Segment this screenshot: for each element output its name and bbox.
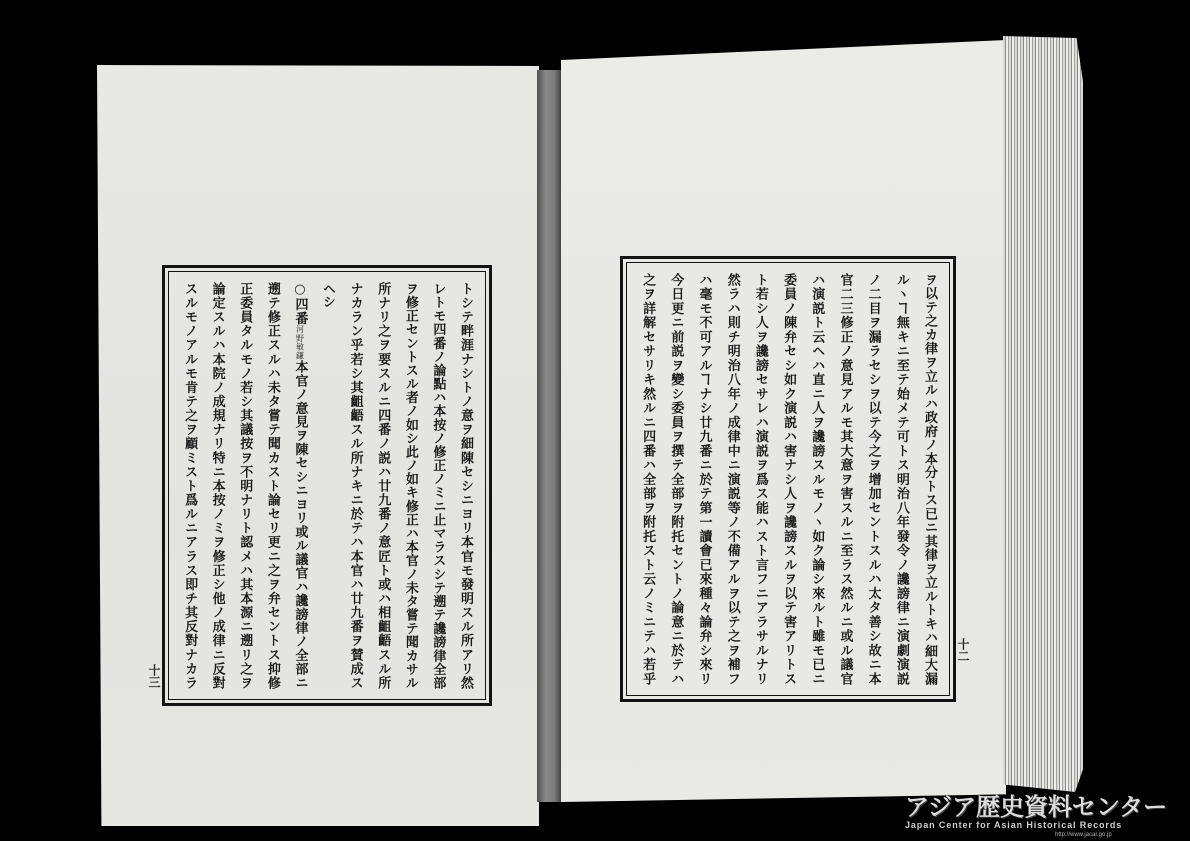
text-column: ルヽヿ無キニ至テ始メテ可トス明治八年發令ノ讒謗律ニ演劇演説 [893, 273, 909, 685]
page-number: 十二 [956, 638, 970, 662]
text-body-left [175, 282, 479, 689]
text-column: 遡テ修正スルハ未タ嘗テ聞カスト論セリ更ニ之ヲ弁セントス抑修 [264, 282, 280, 689]
text-column: ハ演説ト云ヘハ直ニ人ヲ讒謗スルモノヽ如ク論シ來ルト雖モ已ニ [809, 273, 825, 685]
speech-heading-column [286, 282, 314, 689]
text-column: ヘシ [320, 282, 336, 308]
text-column: レトモ四番ノ論點ハ本按ノ修正ノミニ止マラスシテ遡テ讒謗律全部 [430, 282, 446, 689]
text-column: ナカラン乎若シ其齟齬スル所ナキニ於テハ本官ハ廿九番ヲ賛成ス [347, 282, 363, 689]
watermark-subtitle: Japan Center for Asian Historical Records [905, 820, 1123, 830]
text-column: ヲ修正セントスル者ノ如シ此ノ如キ修正ハ本官ノ未タ嘗テ聞カサル [402, 282, 418, 689]
text-frame-inner [626, 262, 950, 696]
text-column: 然ラハ則チ明治八年ノ成律中ニ演説等ノ不備アルヲ以テ之ヲ補フ [724, 273, 740, 685]
text-column: 所ナリ之ヲ要スルニ四番ノ説ハ廿九番ノ意匠ト或ハ相齟齬スル所 [375, 282, 391, 689]
speech-mark: ○四番 [292, 282, 308, 326]
speech-first-line: 本官ノ意見ヲ陳セシニヨリ或ル議官ハ讒謗律ノ全部ニ [292, 360, 308, 689]
text-column: 論定スルハ本院ノ成規ナリ特ニ本按ノミヲ修正シ他ノ成律ニ反對 [209, 282, 225, 689]
text-column: ハ毫モ不可アルヿナシ廿九番ニ於テ第一讀會已來種々論弁シ來リ [696, 273, 712, 685]
watermark-title: アジア歴史資料センター [905, 794, 1168, 821]
text-column: 正委員タルモノ若シ其議按ヲ不明ナリト認メハ其本源ニ遡リ之ヲ [237, 282, 253, 689]
text-frame-left [162, 265, 492, 706]
page-edges [1003, 36, 1083, 792]
page-number: 十三 [147, 664, 161, 688]
speaker-name: 河野敏鎌 [295, 325, 305, 361]
text-column: ト若シ人ヲ讒謗セサレハ演説ヲ爲ス能ハスト言フニアラサルナリ [752, 273, 768, 685]
text-column: 委員ノ陳弁セシ如ク演説ハ害ナシ人ヲ讒謗スルヲ以テ害アリトス [781, 273, 797, 685]
text-column: 今日更ニ前説ヲ變シ委員ヲ撰テ全部ヲ附托セントノ論意ニ於テハ [668, 273, 684, 685]
text-body-right [633, 273, 943, 685]
watermark-url: http://www.jacar.go.jp [1055, 832, 1112, 838]
text-column: スルモノアルモ肯テ之ヲ顧ミスト爲ルニアラス即チ其反對ナカラ [182, 282, 198, 689]
text-column: トシテ畔涯ナシトノ意ヲ細陳セシニヨリ本官モ發明スル所アリ然 [458, 282, 473, 689]
text-frame-inner [168, 271, 486, 700]
text-column: 官二三修正ノ意見アルモ其大意ヲ害スルニ至ラス然ルニ或ル議官 [837, 273, 853, 685]
text-column: ヲ以テ之カ律ヲ立ルハ政府ノ本分トス已ニ其律ヲ立ルトキハ細大漏 [922, 273, 937, 685]
text-column: ノ二目ヲ漏ラセシヲ以テ今之ヲ增加セントスルハ太タ善シ故ニ本 [865, 273, 881, 685]
book-gutter [537, 70, 562, 802]
archive-watermark [905, 794, 1188, 840]
text-column: 之ヲ詳解セサリキ然ルニ四番ハ全部ヲ附托スト云ノミニテハ若乎 [640, 273, 656, 685]
text-frame-right [620, 256, 956, 702]
